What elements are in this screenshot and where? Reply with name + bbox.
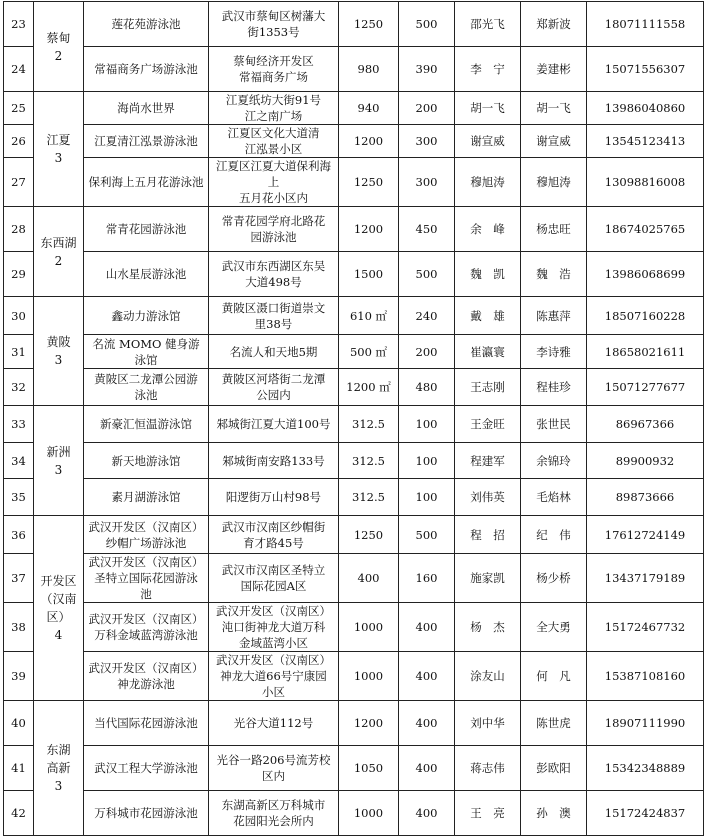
pool-capacity: 1200 ㎡ [339, 369, 399, 406]
pool-name: 黄陂区二龙潭公园游 泳池 [84, 369, 209, 406]
pool-address: 邾城街江夏大道100号 [209, 406, 339, 443]
contact-person: 程 招 [455, 516, 521, 554]
contact-person: 谢宣威 [455, 125, 521, 158]
contact-person: 李 宁 [455, 47, 521, 92]
contact-person: 戴 雄 [455, 297, 521, 335]
pool-address: 名流人和天地5期 [209, 335, 339, 369]
row-number: 28 [4, 207, 34, 252]
pool-address: 江夏区文化大道清 江泓景小区 [209, 125, 339, 158]
contact-person: 余 峰 [455, 207, 521, 252]
manager-person: 全大勇 [521, 603, 587, 652]
manager-person: 姜建彬 [521, 47, 587, 92]
table-row [4, 554, 704, 603]
manager-person: 穆旭涛 [521, 158, 587, 207]
manager-person: 毛焰林 [521, 479, 587, 516]
contact-person: 蒋志伟 [455, 746, 521, 791]
table-row [4, 701, 704, 746]
pool-capacity: 1250 [339, 158, 399, 207]
table-row [4, 652, 704, 701]
pool-area: 200 [399, 92, 455, 125]
pool-area: 400 [399, 603, 455, 652]
row-number: 35 [4, 479, 34, 516]
manager-person: 彭欧阳 [521, 746, 587, 791]
phone-number: 13545123413 [587, 125, 704, 158]
pool-address: 武汉市东西湖区东吴 大道498号 [209, 252, 339, 297]
pool-area: 480 [399, 369, 455, 406]
pool-area: 300 [399, 158, 455, 207]
pool-address: 武汉开发区（汉南区） 神龙大道66号宁康园 小区 [209, 652, 339, 701]
row-number: 40 [4, 701, 34, 746]
row-number: 39 [4, 652, 34, 701]
pool-name: 海尚水世界 [84, 92, 209, 125]
manager-person: 杨忠旺 [521, 207, 587, 252]
district-cell: 江夏 3 [34, 92, 84, 207]
phone-number: 17612724149 [587, 516, 704, 554]
phone-number: 18674025765 [587, 207, 704, 252]
row-number: 29 [4, 252, 34, 297]
pool-capacity: 1200 [339, 701, 399, 746]
pool-address: 光谷大道112号 [209, 701, 339, 746]
pool-name: 万科城市花园游泳池 [84, 791, 209, 836]
manager-person: 谢宣威 [521, 125, 587, 158]
manager-person: 纪 伟 [521, 516, 587, 554]
contact-person: 王 亮 [455, 791, 521, 836]
pool-name: 常福商务广场游泳池 [84, 47, 209, 92]
contact-person: 刘中华 [455, 701, 521, 746]
pool-name: 武汉开发区（汉南区） 万科金域蓝湾游泳池 [84, 603, 209, 652]
pool-name: 素月湖游泳馆 [84, 479, 209, 516]
phone-number: 89873666 [587, 479, 704, 516]
pool-name: 武汉开发区（汉南区） 纱帽广场游泳池 [84, 516, 209, 554]
pool-address: 武汉市汉南区纱帽街 育才路45号 [209, 516, 339, 554]
pool-name: 保利海上五月花游泳池 [84, 158, 209, 207]
row-number: 25 [4, 92, 34, 125]
pool-address: 东湖高新区万科城市 花园阳光会所内 [209, 791, 339, 836]
pool-capacity: 1000 [339, 652, 399, 701]
table-row [4, 207, 704, 252]
pool-capacity: 1250 [339, 516, 399, 554]
pool-area: 300 [399, 125, 455, 158]
row-number: 24 [4, 47, 34, 92]
contact-person: 施家凯 [455, 554, 521, 603]
row-number: 33 [4, 406, 34, 443]
pool-capacity: 1050 [339, 746, 399, 791]
phone-number: 86967366 [587, 406, 704, 443]
phone-number: 15172424837 [587, 791, 704, 836]
contact-person: 魏 凯 [455, 252, 521, 297]
table-row [4, 516, 704, 554]
table-row [4, 297, 704, 335]
contact-person: 胡一飞 [455, 92, 521, 125]
pool-name: 新豪汇恒温游泳馆 [84, 406, 209, 443]
pool-capacity: 610 ㎡ [339, 297, 399, 335]
row-number: 37 [4, 554, 34, 603]
pool-address: 常青花园学府北路花 园游泳池 [209, 207, 339, 252]
pool-area: 500 [399, 2, 455, 47]
table-row [4, 252, 704, 297]
pool-capacity: 940 [339, 92, 399, 125]
contact-person: 刘伟英 [455, 479, 521, 516]
table-row [4, 125, 704, 158]
manager-person: 孙 澳 [521, 791, 587, 836]
manager-person: 程桂珍 [521, 369, 587, 406]
pool-address: 阳逻街万山村98号 [209, 479, 339, 516]
table-row [4, 406, 704, 443]
pool-area: 400 [399, 746, 455, 791]
row-number: 38 [4, 603, 34, 652]
table-row [4, 335, 704, 369]
pool-name: 武汉开发区（汉南区） 神龙游泳池 [84, 652, 209, 701]
pool-capacity: 1250 [339, 2, 399, 47]
row-number: 36 [4, 516, 34, 554]
pool-capacity: 400 [339, 554, 399, 603]
pool-name: 武汉工程大学游泳池 [84, 746, 209, 791]
pool-area: 400 [399, 791, 455, 836]
row-number: 30 [4, 297, 34, 335]
pool-name: 新天地游泳馆 [84, 443, 209, 479]
pool-area: 160 [399, 554, 455, 603]
district-cell: 东湖 高新 3 [34, 701, 84, 836]
manager-person: 魏 浩 [521, 252, 587, 297]
pool-capacity: 980 [339, 47, 399, 92]
table-row [4, 92, 704, 125]
pool-area: 400 [399, 652, 455, 701]
phone-number: 89900932 [587, 443, 704, 479]
pool-name: 鑫动力游泳馆 [84, 297, 209, 335]
pool-area: 390 [399, 47, 455, 92]
row-number: 26 [4, 125, 34, 158]
district-cell: 新洲 3 [34, 406, 84, 516]
manager-person: 郑新波 [521, 2, 587, 47]
contact-person: 穆旭涛 [455, 158, 521, 207]
pool-area: 100 [399, 443, 455, 479]
table-row [4, 2, 704, 47]
pool-address: 黄陂区滠口街道崇文 里38号 [209, 297, 339, 335]
phone-number: 15387108160 [587, 652, 704, 701]
pool-capacity: 1200 [339, 125, 399, 158]
row-number: 27 [4, 158, 34, 207]
pool-address: 蔡甸经济开发区 常福商务广场 [209, 47, 339, 92]
pool-address: 江夏纸坊大街91号 江之南广场 [209, 92, 339, 125]
pool-area: 100 [399, 479, 455, 516]
pool-area: 500 [399, 252, 455, 297]
table-row [4, 791, 704, 836]
phone-number: 13437179189 [587, 554, 704, 603]
pool-address: 江夏区江夏大道保利海上 五月花小区内 [209, 158, 339, 207]
row-number: 42 [4, 791, 34, 836]
pool-name: 常青花园游泳池 [84, 207, 209, 252]
phone-number: 18071111558 [587, 2, 704, 47]
phone-number: 15172467732 [587, 603, 704, 652]
pool-table [3, 1, 704, 836]
phone-number: 15071277677 [587, 369, 704, 406]
contact-person: 王志刚 [455, 369, 521, 406]
pool-capacity: 500 ㎡ [339, 335, 399, 369]
manager-person: 陈惠萍 [521, 297, 587, 335]
pool-area: 100 [399, 406, 455, 443]
table-row [4, 746, 704, 791]
pool-address: 武汉开发区（汉南区） 沌口街神龙大道万科 金域蓝湾小区 [209, 603, 339, 652]
district-cell: 开发区 （汉南 区） 4 [34, 516, 84, 701]
pool-area: 200 [399, 335, 455, 369]
contact-person: 邵光飞 [455, 2, 521, 47]
pool-capacity: 312.5 [339, 479, 399, 516]
pool-area: 400 [399, 701, 455, 746]
pool-address: 光谷一路206号流芳校 区内 [209, 746, 339, 791]
phone-number: 15342348889 [587, 746, 704, 791]
phone-number: 13986068699 [587, 252, 704, 297]
pool-address: 武汉市汉南区圣特立 国际花园A区 [209, 554, 339, 603]
row-number: 41 [4, 746, 34, 791]
pool-capacity: 1000 [339, 603, 399, 652]
phone-number: 18507160228 [587, 297, 704, 335]
table-body [4, 2, 704, 836]
pool-capacity: 312.5 [339, 443, 399, 479]
table-row [4, 479, 704, 516]
pool-capacity: 1500 [339, 252, 399, 297]
pool-area: 240 [399, 297, 455, 335]
district-cell: 黄陂 3 [34, 297, 84, 406]
pool-capacity: 1200 [339, 207, 399, 252]
phone-number: 13986040860 [587, 92, 704, 125]
pool-capacity: 312.5 [339, 406, 399, 443]
contact-person: 王金旺 [455, 406, 521, 443]
pool-address: 邾城街南安路133号 [209, 443, 339, 479]
table-row [4, 443, 704, 479]
pool-area: 450 [399, 207, 455, 252]
manager-person: 胡一飞 [521, 92, 587, 125]
contact-person: 涂友山 [455, 652, 521, 701]
phone-number: 15071556307 [587, 47, 704, 92]
pool-name: 江夏清江泓景游泳池 [84, 125, 209, 158]
manager-person: 陈世虎 [521, 701, 587, 746]
contact-person: 程建军 [455, 443, 521, 479]
pool-area: 500 [399, 516, 455, 554]
table-row [4, 47, 704, 92]
manager-person: 杨少桥 [521, 554, 587, 603]
pool-capacity: 1000 [339, 791, 399, 836]
pool-name: 山水星辰游泳池 [84, 252, 209, 297]
row-number: 34 [4, 443, 34, 479]
pool-address: 黄陂区河塔街二龙潭 公园内 [209, 369, 339, 406]
manager-person: 李诗雅 [521, 335, 587, 369]
pool-name: 武汉开发区（汉南区） 圣特立国际花园游泳 池 [84, 554, 209, 603]
pool-address: 武汉市蔡甸区树藩大 街1353号 [209, 2, 339, 47]
table-row [4, 158, 704, 207]
manager-person: 余锦玲 [521, 443, 587, 479]
pool-name: 当代国际花园游泳池 [84, 701, 209, 746]
district-cell: 蔡甸 2 [34, 2, 84, 92]
pool-name: 莲花苑游泳池 [84, 2, 209, 47]
district-cell: 东西湖 2 [34, 207, 84, 297]
phone-number: 18907111990 [587, 701, 704, 746]
table-row [4, 369, 704, 406]
manager-person: 何 凡 [521, 652, 587, 701]
row-number: 32 [4, 369, 34, 406]
phone-number: 13098816008 [587, 158, 704, 207]
row-number: 23 [4, 2, 34, 47]
phone-number: 18658021611 [587, 335, 704, 369]
contact-person: 崔瀛寰 [455, 335, 521, 369]
row-number: 31 [4, 335, 34, 369]
table-row [4, 603, 704, 652]
manager-person: 张世民 [521, 406, 587, 443]
pool-name: 名流 MOMO 健身游 泳馆 [84, 335, 209, 369]
contact-person: 杨 杰 [455, 603, 521, 652]
